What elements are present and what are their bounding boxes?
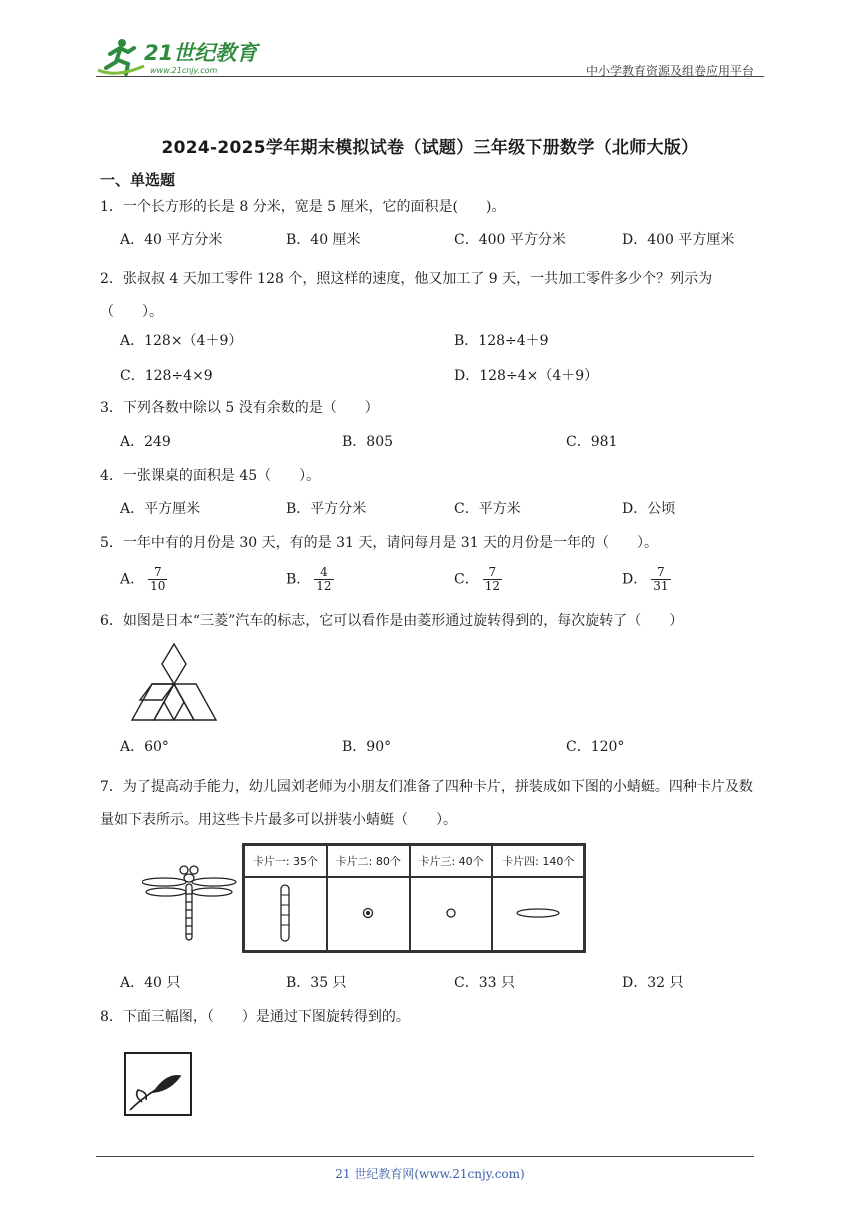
q2-option-b[interactable]: B．128÷4＋9 [454,333,549,349]
card-1-shape [244,877,327,952]
card-header-3: 卡片三: 40个 [410,845,493,878]
question-8-stem: 8．下面三幅图，（ ）是通过下图旋转得到的。 [100,1009,410,1025]
q5-option-a[interactable] [120,566,167,593]
q6-option-b[interactable]: B．90° [342,739,392,755]
option-label: B． [286,571,311,588]
svg-text:www.21cnjy.com: www.21cnjy.com [150,66,218,75]
card-2-shape [327,877,410,952]
q1-option-c[interactable]: C．400 平方分米 [454,232,566,248]
footer-text: 21 世纪教育网(www.21cnjy.com) [335,1167,525,1181]
q5-option-d[interactable] [622,566,671,593]
q4-option-c[interactable]: C．平方米 [454,501,521,517]
q4-option-a[interactable]: A．平方厘米 [120,501,201,517]
q7-option-a[interactable]: A．40 只 [120,975,181,991]
q4-option-d[interactable]: D．公顷 [622,501,676,517]
question-1-stem: 1．一个长方形的长是 8 分米，宽是 5 厘米，它的面积是( )。 [100,199,506,215]
section-heading: 一、单选题 [100,171,176,189]
card-3-shape [410,877,493,952]
q1-option-a[interactable]: A．40 平方分米 [120,232,223,248]
dragonfly-figure [142,864,238,948]
question-4-stem: 4．一张课桌的面积是 45（ ）。 [100,468,321,484]
q6-option-a[interactable]: A．60° [120,739,169,755]
mitsubishi-logo-figure [120,642,230,728]
site-logo [96,34,266,78]
fraction [651,566,670,593]
page-title: 2024-2025学年期末模拟试卷（试题）三年级下册数学（北师大版） [161,138,699,158]
q5-option-b[interactable] [286,566,334,593]
q7-option-b[interactable]: B．35 只 [286,975,347,991]
card-header-4: 卡片四: 140个 [492,845,584,878]
option-label: D． [622,571,648,588]
platform-label: 中小学教育资源及组卷应用平台 [585,64,754,78]
numerator: 7 [148,566,167,580]
numerator: 7 [651,566,670,580]
leaf-figure [124,1052,194,1122]
question-3-stem: 3．下列各数中除以 5 没有余数的是（ ） [100,400,379,416]
svg-text:21世纪教育: 21世纪教育 [144,41,258,65]
denominator: 31 [653,579,669,593]
card-header-1: 卡片一: 35个 [244,845,327,878]
q2-option-c[interactable]: C．128÷4×9 [120,368,213,384]
q3-option-c[interactable]: C．981 [566,434,618,450]
q3-option-a[interactable]: A．249 [120,434,171,450]
question-2-stem: 2．张叔叔 4 天加工零件 128 个，照这样的速度，他又加工了 9 天，一共加工零件多少个？列示为（ ）。 [100,271,713,320]
q5-option-c[interactable] [454,566,502,593]
fraction [483,566,502,593]
option-label: A． [120,571,145,588]
fraction [148,566,167,593]
card-4-shape [492,877,584,952]
denominator: 10 [150,579,166,593]
denominator: 12 [484,579,500,593]
question-7-stem: 7．为了提高动手能力，幼儿园刘老师为小朋友们准备了四种卡片，拼装成如下图的小蜻蜓。四种卡片及数量如下表所示。用这些卡片最多可以拼装小蜻蜓（ ）。 [100,779,753,828]
q4-option-b[interactable]: B．平方分米 [286,501,367,517]
q2-option-d[interactable]: D．128÷4×（4＋9） [454,368,599,384]
q7-option-c[interactable]: C．33 只 [454,975,515,991]
q3-option-b[interactable]: B．805 [342,434,394,450]
header-divider [96,76,764,77]
q7-option-d[interactable]: D．32 只 [622,975,684,991]
footer-divider [96,1156,754,1157]
numerator: 7 [483,566,502,580]
numerator: 4 [314,566,333,580]
denominator: 12 [316,579,332,593]
card-header-2: 卡片二: 80个 [327,845,410,878]
question-5-stem: 5．一年中有的月份是 30 天，有的是 31 天，请问每月是 31 天的月份是一年的（ ）。 [100,535,659,551]
q1-option-b[interactable]: B．40 厘米 [286,232,361,248]
option-label: C． [454,571,479,588]
q1-option-d[interactable]: D．400 平方厘米 [622,232,735,248]
fraction [314,566,333,593]
question-6-stem: 6．如图是日本“三菱”汽车的标志，它可以看作是由菱形通过旋转得到的，每次旋转了（ ） [100,613,684,629]
card-table [242,843,586,953]
q6-option-c[interactable]: C．120° [566,739,625,755]
runner-icon [98,39,144,74]
q2-option-a[interactable]: A．128×（4＋9） [120,333,243,349]
